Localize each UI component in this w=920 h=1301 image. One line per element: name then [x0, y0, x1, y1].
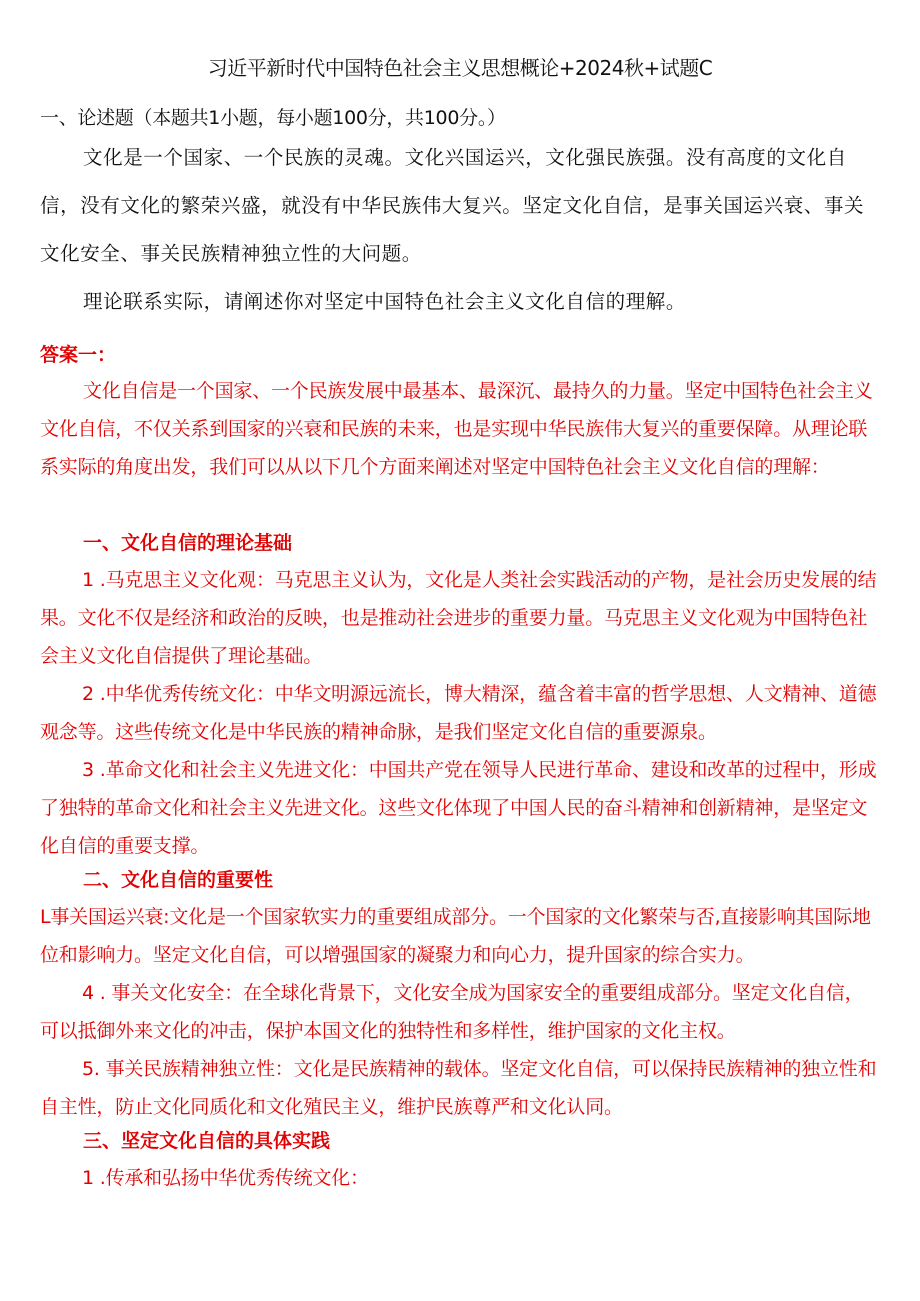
section-heading: 一、论述题（本题共1小题，每小题100分，共100分。）: [40, 107, 506, 129]
answer-item-traditional-culture: 2 .中华优秀传统文化：中华文明源远流长，博大精深，蕴含着丰富的哲学思想、人文精神、道德观念等。这些传统文化是中华民族的精神命脉，是我们坚定文化自信的重要源泉。: [40, 683, 877, 743]
answer-heading-theory: 一、文化自信的理论基础: [83, 532, 293, 554]
answer-item-national-fortune: L事关国运兴衰:文化是一个国家软实力的重要组成部分。一个国家的文化繁荣与否,直接影响其国际地位和影响力。坚定文化自信，可以增强国家的凝聚力和向心力，提升国家的综合实力。: [40, 906, 871, 966]
document-title: 习近平新时代中国特色社会主义思想概论+2024秋+试题C: [207, 56, 713, 80]
answer-heading-practice: 三、坚定文化自信的具体实践: [83, 1130, 331, 1152]
question-prompt: 理论联系实际，请阐述你对坚定中国特色社会主义文化自信的理解。: [83, 290, 687, 313]
answer-item-revolutionary-culture: 3 .革命文化和社会主义先进文化：中国共产党在领导人民进行革命、建设和改革的过程中，形成了独特的革命文化和社会主义先进文化。这些文化体现了中国人民的奋斗精神和创新精神，是坚定文化自信的重要支撑。: [40, 759, 877, 857]
answer-item-cultural-security: 4 . 事关文化安全：在全球化背景下，文化安全成为国家安全的重要组成部分。坚定文化自信，可以抵御外来文化的冲击，保护本国文化的独特性和多样性，维护国家的文化主权。: [40, 982, 864, 1042]
answer-item-national-spirit: 5. 事关民族精神独立性：文化是民族精神的载体。坚定文化自信，可以保持民族精神的独立性和自主性，防止文化同质化和文化殖民主义，维护民族尊严和文化认同。: [40, 1058, 877, 1118]
answer-item-marxist-view: 1 .马克思主义文化观：马克思主义认为，文化是人类社会实践活动的产物，是社会历史发展的结果。文化不仅是经济和政治的反映，也是推动社会进步的重要力量。马克思主义文化观为中国特色社会主义文化自信提供了理论基础。: [40, 569, 877, 667]
answer-intro: 文化自信是一个国家、一个民族发展中最基本、最深沉、最持久的力量。坚定中国特色社会主义文化自信，不仅关系到国家的兴衰和民族的未来，也是实现中华民族伟大复兴的重要保障。从理论联系实际的角度出发，我们可以从以下几个方面来阐述对坚定中国特色社会主义文化自信的理解：: [40, 380, 873, 478]
question-paragraph: 文化是一个国家、一个民族的灵魂。文化兴国运兴，文化强民族强。没有高度的文化自信，没有文化的繁荣兴盛，就没有中华民族伟大复兴。坚定文化自信，是事关国运兴衰、事关文化安全、事关民族精神独立性的大问题。: [40, 146, 865, 265]
answer-heading-importance: 二、文化自信的重要性: [83, 869, 274, 891]
answer-item-inherit-tradition: 1 .传承和弘扬中华优秀传统文化：: [82, 1167, 369, 1189]
answer-label: 答案一：: [40, 344, 117, 366]
